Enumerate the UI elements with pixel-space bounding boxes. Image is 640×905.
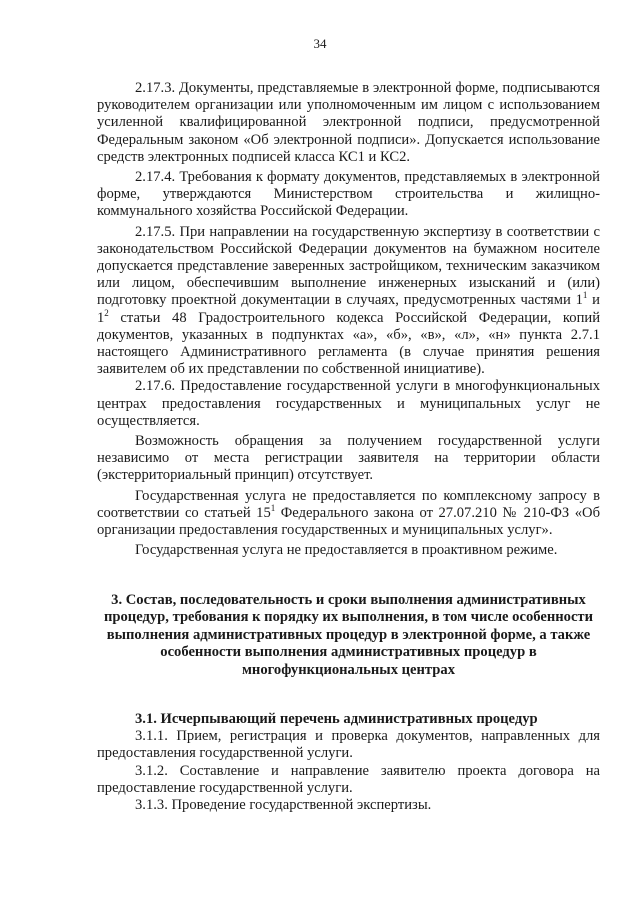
item-3-1-2: 3.1.2. Составление и направление заявителю проекта договора на предоставление государственной услуги.: [97, 762, 600, 796]
item-3-1-3: 3.1.3. Проведение государственной экспертизы.: [135, 797, 432, 814]
paragraph-2-17-3: 2.17.3. Документы, представляемые в электронной форме, подписываются руководителем организации или уполномоченным им лицом с использованием усиленной квалифицированной электронной подписи, предусмотренной Федеральным законом «Об электронной подписи». Допускается использование средств электронных подписей класса КС1 и КС2.: [97, 80, 600, 165]
paragraph-2-17-5: 2.17.5. При направлении на государственную экспертизу в соответствии с законодательством Российской Федерации документов на бумажном носителе допускается представление заверенных застройщиком, техническим заказчиком или лицом, обеспечившим выполнение инженерных изысканий и (или) подготовку проектной документации в случаях, предусмотренных частями $1^1$ и $1^2$ статьи 48 Градостроительного кодекса Российской Федерации, копий документов, указанных в подпунктах «а», «б», «в», «л», «н» пункта 2.7.1 настоящего Административного регламента (в случае принятия решения заявителем об их представлении по собственной инициативе).: [97, 223, 600, 378]
page-number: 34: [313, 36, 327, 51]
section-3-1-block: [97, 711, 600, 814]
section-3-heading: 3. Состав, последовательность и сроки выполнения административных процедур, требования к порядку их выполнения, в том числе особенности выполнения административных процедур в электронной форме, а также особенности выполнения административных процедур в многофункциональных центрах: [103, 592, 594, 678]
paragraph-proactive: Государственная услуга не предоставляется в проактивном режиме.: [135, 542, 558, 559]
section-3-1-title: 3.1. Исчерпывающий перечень административных процедур: [135, 711, 538, 727]
paragraph-complex-request: Государственная услуга не предоставляется по комплексному запросу в соответствии со статьей $15^1$ Федерального закона от 27.07.210 № 210-ФЗ «Об организации предоставления государственных и муниципальных услуг».: [97, 487, 600, 539]
paragraph-2-17-6: 2.17.6. Предоставление государственной услуги в многофункциональных центрах предоставления государственных и муниципальных услуг не осуществляется.: [97, 378, 600, 429]
item-3-1-1: 3.1.1. Прием, регистрация и проверка документов, направленных для предоставления государственной услуги.: [97, 728, 600, 762]
paragraph-2-17-4: 2.17.4. Требования к формату документов, представляемых в электронной форме, утверждаются Министерством строительства и жилищно-коммунального хозяйства Российской Федерации.: [97, 169, 600, 220]
paragraph-extraterritorial: Возможность обращения за получением государственной услуги независимо от места регистрации заявителя на территории области (экстерриториальный принцип) отсутствует.: [97, 433, 600, 484]
body-text-block: [97, 80, 600, 559]
